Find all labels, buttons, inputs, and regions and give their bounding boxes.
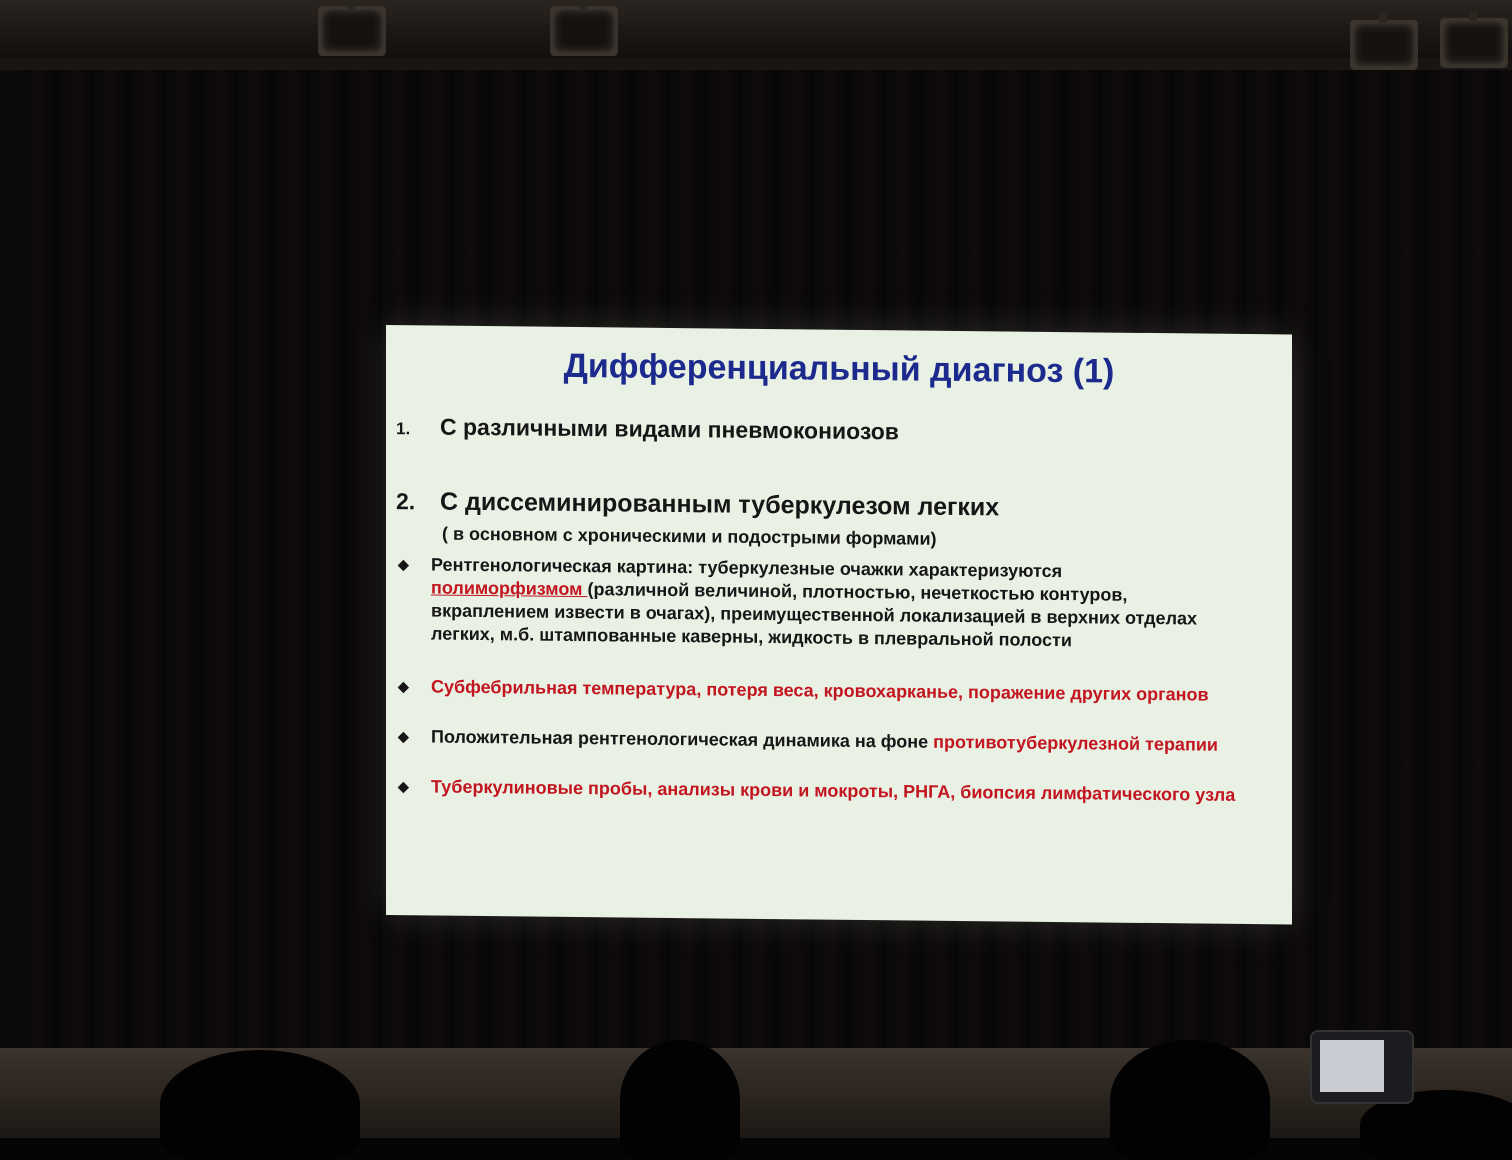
bullet-text: Туберкулиновые пробы, анализы крови и мокроты, РНГА, биопсия лимфатического узла (431, 776, 1236, 805)
bullet-text-red: противотуберкулезной терапии (933, 731, 1218, 755)
bullet-text-continued: (различной величиной, плотностью, нечеткостью контуров, вкраплением извести в очагах), преимущественной локализацией в верхних отделах легких, м.б. штампованные каверны, жидкость в плевральной полости (431, 579, 1198, 651)
bullet-dynamics (396, 725, 1236, 757)
list-number: 1. (396, 419, 411, 439)
audience-head (160, 1050, 360, 1160)
list-number: 2. (396, 488, 416, 515)
list-item-2 (396, 487, 999, 522)
stage-spotlight (1350, 20, 1418, 70)
bullet-xray-findings (396, 553, 1236, 654)
list-item-2-note: ( в основном с хроническими и подострыми формами) (442, 523, 937, 549)
list-text: С диссеминированным туберкулезом легких (440, 487, 1000, 522)
stage-spotlight (1440, 18, 1508, 68)
slide-title: Дифференциальный диагноз (1) (563, 346, 1115, 391)
stage-spotlight (550, 6, 618, 56)
audience-head (620, 1040, 740, 1160)
bullet-symptoms (396, 675, 1236, 707)
diamond-bullet-icon: ◆ (398, 778, 409, 795)
phone-screen (1320, 1040, 1384, 1092)
highlight-term: полиморфизмом (431, 577, 588, 600)
bullet-tests (396, 775, 1236, 807)
list-text: С различными видами пневмокониозов (440, 413, 899, 445)
diamond-bullet-icon: ◆ (398, 678, 409, 695)
bullet-text: Положительная рентгенологическая динамика на фоне (431, 726, 934, 752)
audience-head (1110, 1040, 1270, 1160)
stage-wall (0, 70, 22, 1070)
diamond-bullet-icon: ◆ (398, 728, 409, 745)
diamond-bullet-icon: ◆ (398, 556, 409, 573)
bullet-text: Субфебрильная температура, потеря веса, кровохарканье, поражение других органов (431, 676, 1209, 705)
list-item-1 (396, 413, 899, 445)
audience-phone (1310, 1030, 1414, 1104)
projection-screen (386, 325, 1292, 924)
stage-spotlight (318, 6, 386, 56)
bullet-text: Рентгенологическая картина: туберкулезные очажки характеризуются (431, 554, 1063, 582)
